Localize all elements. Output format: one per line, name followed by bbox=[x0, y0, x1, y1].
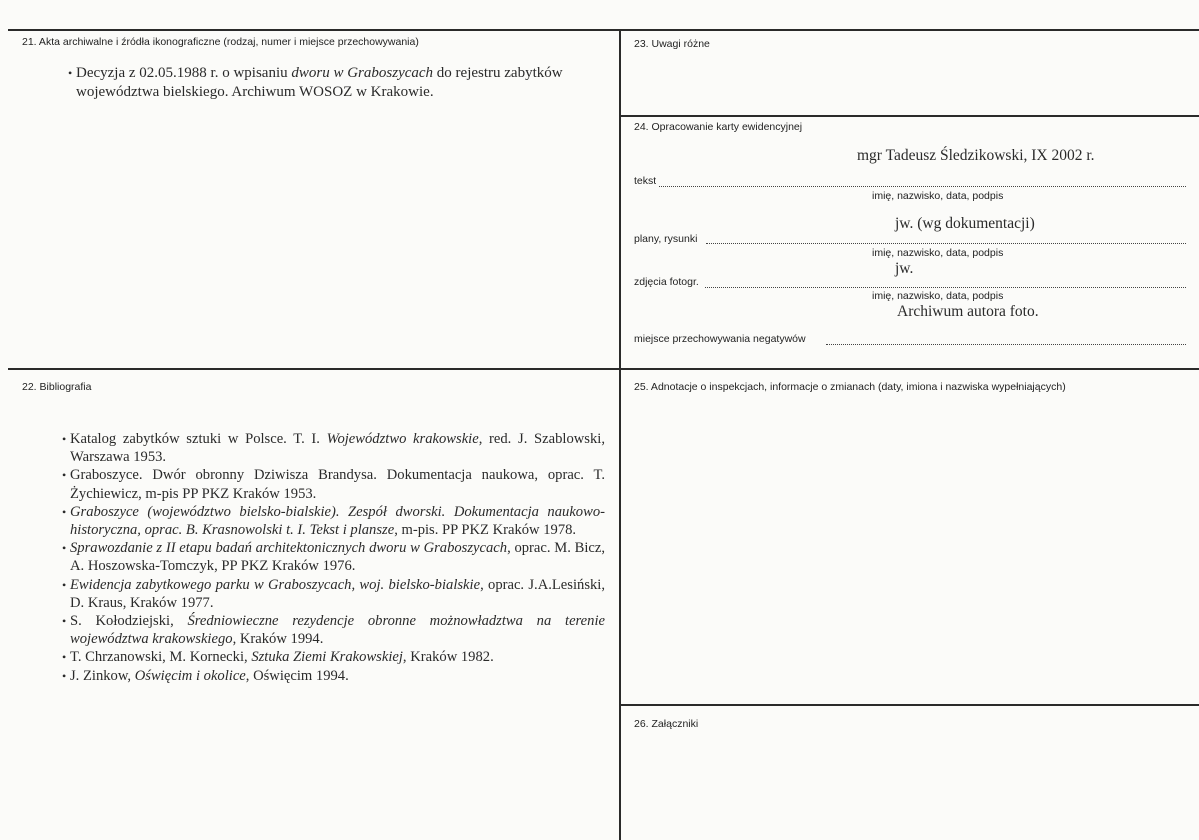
zdjecia-value: jw. bbox=[895, 260, 914, 277]
bibliography-list bbox=[62, 430, 605, 685]
section-25-header: 25. Adnotacje o inspekcjach, informacje o zmianach (daty, imiona i nazwiska wypełniających) bbox=[634, 381, 1066, 393]
bibliography-item bbox=[62, 576, 605, 612]
bib-text: Katalog zabytków sztuki w Polsce. T. I. bbox=[70, 431, 327, 447]
zdjecia-line bbox=[705, 287, 1186, 288]
negatywy-value: Archiwum autora foto. bbox=[897, 303, 1039, 320]
bibliography-item bbox=[62, 430, 605, 466]
tekst-line bbox=[659, 186, 1186, 187]
bib-text: T. Chrzanowski, M. Kornecki, bbox=[70, 649, 252, 666]
tekst-label: tekst bbox=[634, 175, 657, 187]
section-21-header: 21. Akta archiwalne i źródła ikonograficzne (rodzaj, numer i miejsce przechowywania) bbox=[22, 36, 419, 48]
bib-title: Sprawozdanie z II etapu badań architektonicznych dworu w Graboszycach bbox=[70, 540, 508, 557]
tekst-caption: imię, nazwisko, data, podpis bbox=[872, 190, 1004, 202]
plany-label: plany, rysunki bbox=[634, 233, 698, 245]
negatywy-label: miejsce przechowywania negatywów bbox=[634, 333, 806, 345]
negatywy-line bbox=[826, 344, 1186, 345]
archive-entry bbox=[68, 64, 616, 102]
divider-25-26 bbox=[620, 704, 1199, 706]
section-23-header: 23. Uwagi różne bbox=[634, 38, 710, 50]
divider-23-24 bbox=[620, 115, 1199, 117]
bib-title: Graboszyce (województwo bielsko-bialskie). Zespół dworski. Dokumentacja naukowo-historyczna, oprac. B. Krasnowolski t. I. Tekst i plansze bbox=[70, 503, 605, 539]
bib-text: , red. J. Szablowski, Warszawa 1953. bbox=[70, 431, 605, 466]
bibliography-item bbox=[62, 612, 605, 648]
archive-entry-pre: Decyzja z 02.05.1988 r. o wpisaniu bbox=[76, 65, 292, 81]
archive-entry-post: do rejestru zabytków województwa bielskiego. Archiwum WOSOZ w Krakowie. bbox=[76, 65, 563, 100]
center-divider bbox=[619, 29, 621, 840]
bib-text: , Kraków 1994. bbox=[232, 631, 324, 648]
section-24-header: 24. Opracowanie karty ewidencyjnej bbox=[634, 121, 803, 133]
bibliography-item bbox=[62, 503, 605, 539]
section-22-header: 22. Bibliografia bbox=[22, 381, 92, 393]
bib-title: Oświęcim i okolice bbox=[134, 667, 246, 684]
bib-text: , oprac. J.A.Lesiński, D. Kraus, Kraków 1977. bbox=[70, 576, 605, 611]
bib-text: , Kraków 1982. bbox=[402, 649, 494, 666]
plany-value: jw. (wg dokumentacji) bbox=[895, 215, 1035, 232]
bib-title: Województwo krakowskie bbox=[326, 431, 479, 447]
bib-text: , m-pis. PP PKZ Kraków 1978. bbox=[394, 522, 577, 539]
bib-text: , oprac. M. Bicz, A. Hoszowska-Tomczyk, PP PKZ Kraków 1976. bbox=[70, 540, 605, 575]
top-border bbox=[8, 29, 1199, 31]
zdjecia-caption: imię, nazwisko, data, podpis bbox=[872, 290, 1004, 302]
section-26-header: 26. Załączniki bbox=[634, 718, 699, 730]
bibliography-item bbox=[62, 648, 605, 666]
plany-line bbox=[706, 243, 1186, 244]
bib-text: , Oświęcim 1994. bbox=[245, 667, 349, 684]
zdjecia-label: zdjęcia fotogr. bbox=[634, 276, 699, 288]
bib-title: Średniowieczne rezydencje obronne możnowładztwa na terenie województwa krakowskiego bbox=[70, 613, 605, 648]
bib-text: S. Kołodziejski, bbox=[70, 613, 188, 630]
bib-title: Ewidencja zabytkowego parku w Graboszycach, woj. bielsko-bialskie bbox=[70, 576, 481, 593]
bib-text: J. Zinkow, bbox=[70, 667, 135, 684]
plany-caption: imię, nazwisko, data, podpis bbox=[872, 247, 1004, 259]
bibliography-item bbox=[62, 466, 605, 502]
bib-text: Graboszyce. Dwór obronny Dziwisza Brandysa. Dokumentacja naukowa, oprac. T. Żychiewicz, m-pis PP PKZ Kraków 1953. bbox=[70, 467, 605, 502]
bib-title: Sztuka Ziemi Krakowskiej bbox=[251, 649, 403, 666]
bibliography-item bbox=[62, 539, 605, 575]
divider-row2 bbox=[8, 368, 1199, 370]
bibliography-item bbox=[62, 667, 605, 685]
archive-entry-italic: dworu w Graboszycach bbox=[291, 65, 434, 81]
card-author: mgr Tadeusz Śledzikowski, IX 2002 r. bbox=[857, 147, 1095, 164]
